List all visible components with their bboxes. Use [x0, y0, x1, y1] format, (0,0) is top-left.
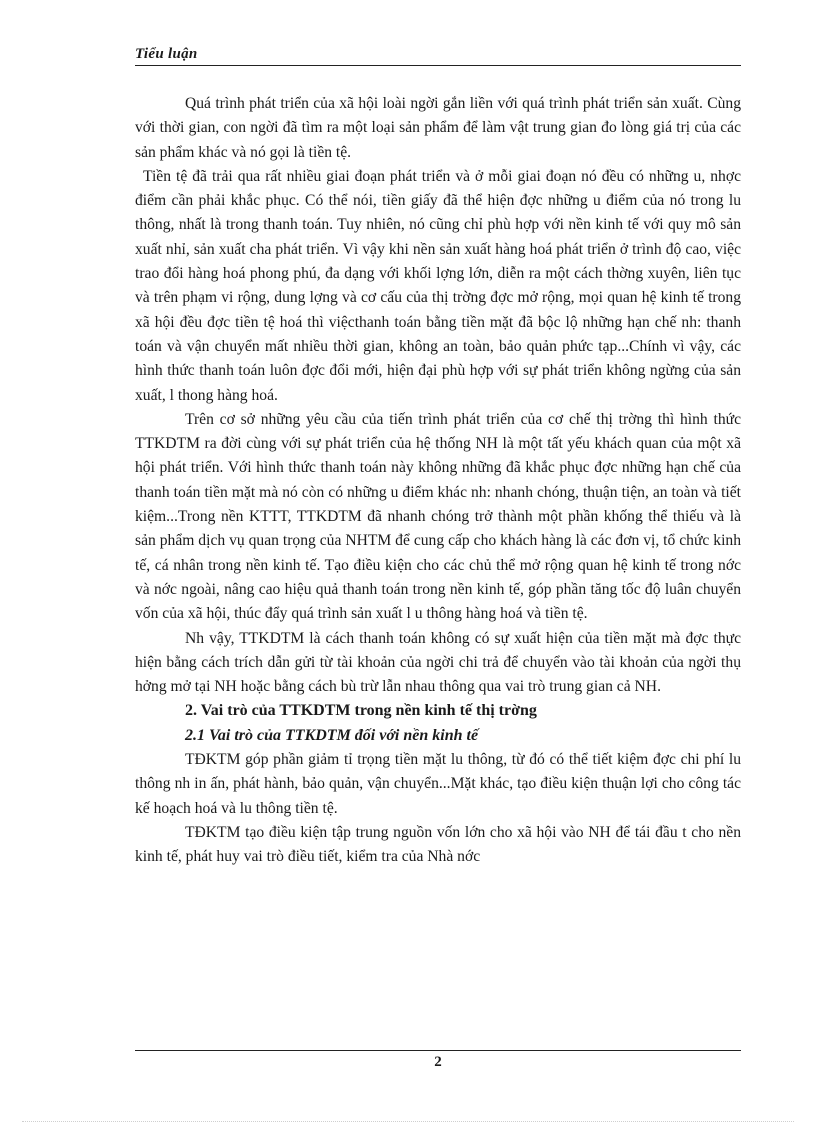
paragraph: TĐKTM góp phần giảm tỉ trọng tiền mặt lu thông, từ đó có thể tiết kiệm đợc chi phí lu thông nh in ấn, phát hành, bảo quản, vận chuyển...Mặt khác, tạo điều kiện thuận lợi cho công tác kế hoạch hoá và lu thông tiền tệ. — [135, 751, 741, 817]
paragraph: Quá trình phát triển của xã hội loài ngời gắn liền với quá trình phát triển sản xuất. Cùng với thời gian, con ngời đã tìm ra một loại sản phẩm để làm vật trung gian đo lòng giá trị của các sản phẩm khác và nó gọi là tiền tệ. — [135, 95, 741, 161]
document-body — [135, 92, 741, 870]
paragraph: Trên cơ sở những yêu cầu của tiến trình phát triển của cơ chế thị trờng thì hình thức TTKDTM ra đời cùng với sự phát triển của hệ thống NH là một tất yếu khách quan của một xã hội phát triển. Với hình thức thanh toán này không những đã khắc phục đợc những hạn chế của thanh toán tiền mặt mà nó còn có những u điểm khác nh: nhanh chóng, thuận tiện, an toàn và tiết kiệm...Trong nền KTTT, TTKDTM đã nhanh chóng trở thành một phần khống thể thiếu và là sản phẩm dịch vụ quan trọng của NHTM để cung cấp cho khách hàng là các đơn vị, tổ chức kinh tế, cá nhân trong nền kinh tế. Tạo điều kiện cho các chủ thể mở rộng quan hệ kinh tế trong nớc và nớc ngoài, nâng cao hiệu quả thanh toán trong nền kinh tế, góp phần tăng tốc độ luân chuyển vốn của xã hội, thúc đẩy quá trình sản xuất l u thông hàng hoá và tiền tệ. — [135, 410, 741, 623]
subsection-heading: 2.1 Vai trò của TTKDTM đối với nền kinh tế — [185, 726, 479, 744]
header-divider — [135, 65, 741, 66]
paragraph: Tiền tệ đã trải qua rất nhiều giai đoạn phát triển và ở mỗi giai đoạn nó đều có những u, nhợc điểm cần phải khắc phục. Có thể nói, tiền giấy đã thể hiện đợc những u điểm của nó trong lu thông, nhất là trong thanh toán. Tuy nhiên, nó cũng chỉ phù hợp với nền kinh tế với quy mô sản xuất nhỉ, sản xuất cha phát triển. Vì vậy khi nền sản xuất hàng hoá phát triển ở trình độ cao, việc trao đổi hàng hoá phong phú, đa dạng với khối lợng lớn, diễn ra một cách thờng xuyên, liên tục và trên phạm vi rộng, dung lợng và cơ cấu của thị trờng đợc mở rộng, mọi quan hệ kinh tế trong xã hội đều đợc tiền tệ hoá thì việcthanh toán bằng tiền mặt đã bộc lộ những hạn chế nh: thanh toán và vận chuyển mất nhiều thời gian, không an toàn, bảo quản phức tạp...Chính vì vậy, các hình thức thanh toán luôn đợc đổi mới, hiện đại phù hợp với sự phát triển không ngừng của sản xuất, l thong hàng hoá. — [135, 167, 741, 404]
footer-divider — [135, 1050, 741, 1051]
paragraph: TĐKTM tạo điều kiện tập trung nguồn vốn lớn cho xã hội vào NH để tái đầu t cho nền kinh tế, phát huy vai trò điều tiết, kiểm tra của Nhà nớc — [135, 823, 741, 866]
page-edge-divider — [22, 1121, 794, 1122]
document-header-title: Tiểu luận — [135, 46, 198, 62]
paragraph: Nh vậy, TTKDTM là cách thanh toán không có sự xuất hiện của tiền mặt mà đợc thực hiện bằng cách trích dẫn gửi từ tài khoản của ngời chi trả để chuyển vào tài khoản của ngời thụ hởng mở tại NH hoặc bằng cách bù trừ lẫn nhau thông qua vai trò trung gian cả NH. — [135, 629, 741, 696]
section-heading: 2. Vai trò của TTKDTM trong nền kinh tế thị trờng — [185, 702, 537, 720]
page-number: 2 — [434, 1054, 442, 1070]
